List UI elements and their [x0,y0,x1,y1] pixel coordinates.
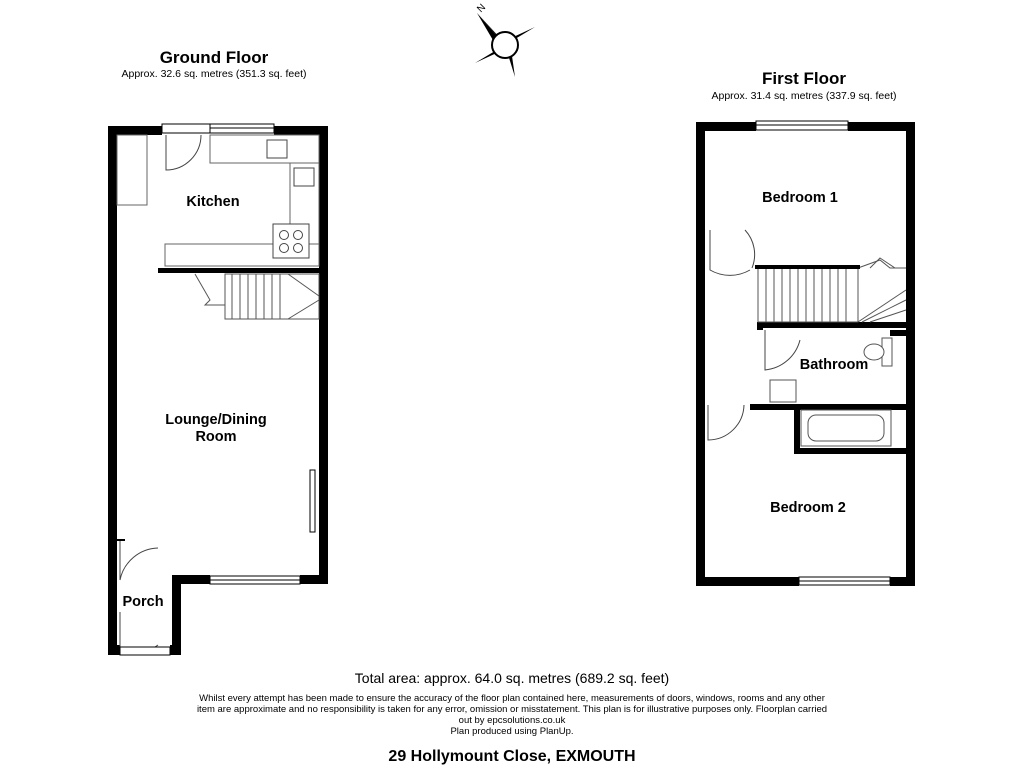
property-address: 29 Hollymount Close, EXMOUTH [388,748,636,765]
disclaimer-line1: Whilst every attempt has been made to ensure the accuracy of the floor plan contained here, measurements of doors, windows, rooms and any other [199,693,825,704]
room-label-bedroom2: Bedroom 2 [770,500,846,516]
compass-rose-icon [475,13,535,77]
room-label-kitchen: Kitchen [186,194,240,210]
total-area: Total area: approx. 64.0 sq. metres (689.2 sq. feet) [354,670,670,686]
room-label-bathroom: Bathroom [799,357,869,373]
first-floor-area: Approx. 31.4 sq. metres (337.9 sq. feet) [711,90,897,102]
ground-floor-area: Approx. 32.6 sq. metres (351.3 sq. feet) [121,68,307,80]
disclaimer-line3: out by epcsolutions.co.uk [458,715,566,726]
room-label-porch: Porch [122,594,164,610]
room-label-bedroom1: Bedroom 1 [762,190,838,206]
room-label-lounge-line1: Lounge/Dining [165,412,267,428]
room-label-lounge-line2: Room [195,429,237,445]
compass-north-label: N [475,2,489,15]
first-floor-title: First Floor [761,69,847,88]
ground-floor-title: Ground Floor [159,48,269,67]
disclaimer-line2: item are approximate and no responsibility is taken for any error, omission or misstatement. This plan is for illustrative purposes only. Floorplan carried [196,704,828,715]
disclaimer-line4: Plan produced using PlanUp. [450,726,574,737]
disclaimer [150,693,874,737]
